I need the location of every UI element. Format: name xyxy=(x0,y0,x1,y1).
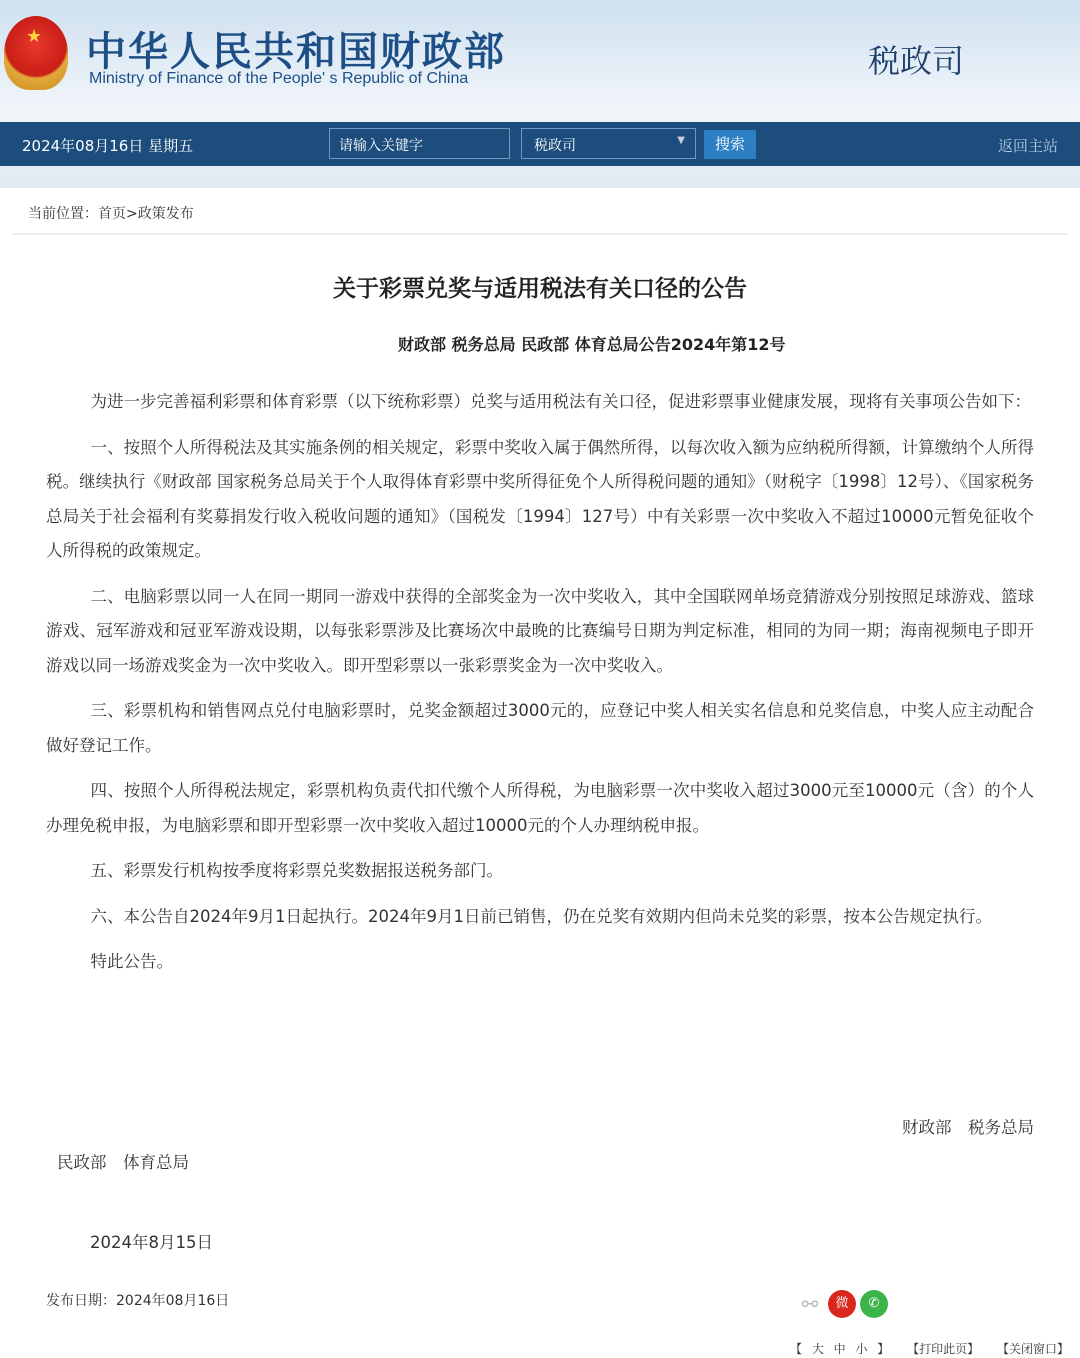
paragraph: 为进一步完善福利彩票和体育彩票（以下统称彩票）兑奖与适用税法有关口径，促进彩票事业健康发展，现将有关事项公告如下： xyxy=(90,392,1032,411)
sign-date: 2024年8月15日 xyxy=(90,1233,213,1252)
current-date: 2024年08月16日 星期五 xyxy=(22,137,194,155)
share-icon[interactable]: ⚯ xyxy=(801,1292,819,1316)
divider xyxy=(12,233,1068,235)
paragraph: 特此公告。 xyxy=(90,952,174,971)
publish-date: 发布日期：2024年08月16日 xyxy=(46,1293,230,1309)
national-emblem-logo xyxy=(4,16,68,90)
nav-bar xyxy=(0,122,1080,166)
search-input[interactable]: 请输入关键字 xyxy=(329,128,510,159)
breadcrumb: 当前位置：首页>政策发布 xyxy=(28,206,194,222)
scope-select[interactable] xyxy=(521,128,696,159)
print-button[interactable]: 【打印此页】 xyxy=(907,1342,980,1356)
signers-line-1: 财政部 税务总局 xyxy=(902,1118,1034,1137)
page-tools xyxy=(790,1340,1077,1357)
weibo-icon[interactable]: 微 xyxy=(828,1290,856,1318)
paragraph: 二、电脑彩票以同一人在同一期同一游戏中获得的全部奖金为一次中奖收入，其中全国联网单场竞猜游戏分别按照足球游戏、篮球游戏、冠军游戏和冠亚军游戏设期，以每张彩票涉及比赛场次中最晚的比赛编号日期为判定标准，相同的为同一期；海南视频电子即开游戏以同一场游戏奖金为一次中奖收入。即开型彩票以一张彩票奖金为一次中奖收入。 xyxy=(46,586,1034,675)
signers-line-2: 民政部 体育总局 xyxy=(57,1153,189,1172)
scope-select-value: 税政司 xyxy=(534,138,576,154)
font-size-toggle[interactable]: 【 大 中 小 】 xyxy=(790,1342,890,1356)
site-title-cn: 中华人民共和国财政部 xyxy=(86,29,506,75)
chevron-down-icon: ▼ xyxy=(677,135,685,146)
paragraph: 六、本公告自2024年9月1日起执行。2024年9月1日前已销售，仍在兑奖有效期内但尚未兑奖的彩票，按本公告规定执行。 xyxy=(90,906,993,926)
paragraph: 三、彩票机构和销售网点兑付电脑彩票时，兑奖金额超过3000元的，应登记中奖人相关实名信息和兑奖信息，中奖人应主动配合做好登记工作。 xyxy=(46,701,1034,755)
return-home-link[interactable]: 返回主站 xyxy=(997,137,1058,155)
wechat-icon[interactable]: ✆ xyxy=(860,1290,888,1318)
article-body xyxy=(46,385,1034,991)
department-name: 税政司 xyxy=(868,42,965,80)
article-title: 关于彩票兑奖与适用税法有关口径的公告 xyxy=(333,276,747,302)
share-bar xyxy=(796,1290,888,1318)
article-subtitle: 财政部 税务总局 民政部 体育总局公告2024年第12号 xyxy=(398,335,786,354)
close-window-button[interactable]: 【关闭窗口】 xyxy=(996,1342,1069,1356)
paragraph: 五、彩票发行机构按季度将彩票兑奖数据报送税务部门。 xyxy=(90,861,504,880)
site-title-en: Ministry of Finance of the People' s Republic of China xyxy=(89,70,469,87)
search-button[interactable]: 搜索 xyxy=(704,130,756,159)
paragraph: 一、按照个人所得税法及其实施条例的相关规定，彩票中奖收入属于偶然所得，以每次收入额为应纳税所得额，计算缴纳个人所得税。继续执行《财政部 国家税务总局关于个人取得体育彩票中奖所得征免个人所得税问题的通知》（财税字〔1998〕12号）、《国家税务总局关于社会福利有奖募捐发行收入税收问题的通知》（国税发〔1994〕127号）中有关彩票一次中奖收入不超过10000元暂免征收个人所得税的政策规定。 xyxy=(46,437,1034,560)
paragraph: 四、按照个人所得税法规定，彩票机构负责代扣代缴个人所得税，为电脑彩票一次中奖收入超过3000元至10000元（含）的个人办理免税申报，为电脑彩票和即开型彩票一次中奖收入超过10000元的个人办理纳税申报。 xyxy=(46,781,1034,835)
